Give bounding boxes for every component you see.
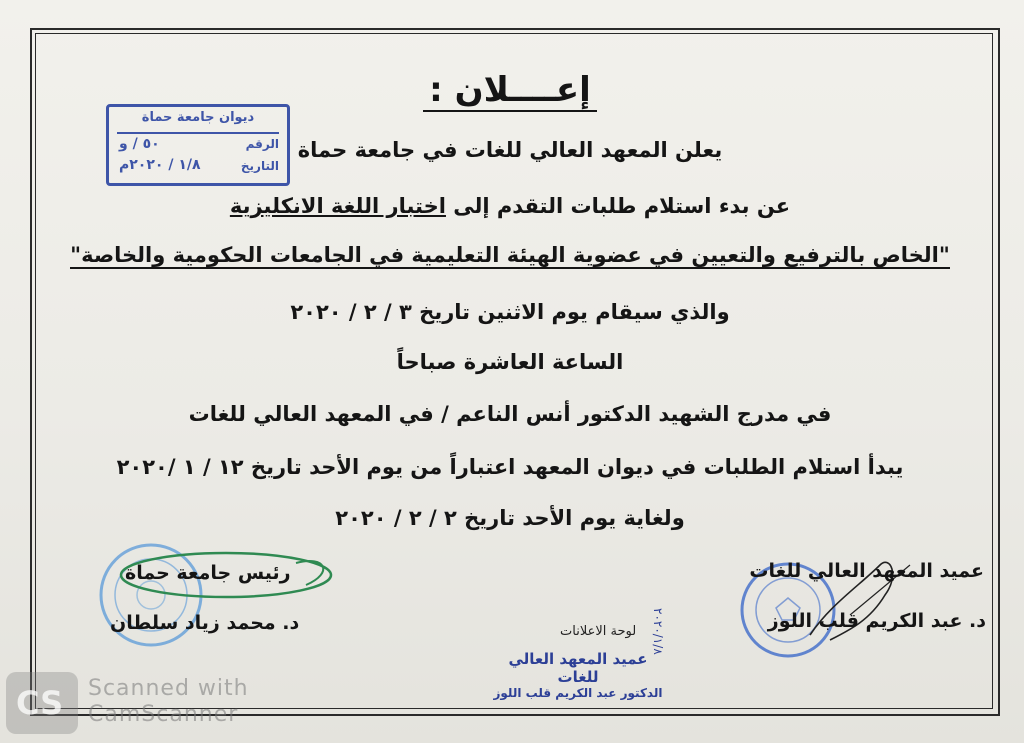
- camscanner-logo-icon: [6, 672, 78, 734]
- handwritten-note: لوحة الاعلانات: [560, 624, 637, 639]
- scanner-watermark: [88, 676, 249, 728]
- line-2-part-b: اختبار اللغة الانكليزية: [229, 194, 446, 218]
- announcement-line-3: "الخاص بالترفيع والتعيين في عضوية الهيئة التعليمية في الجامعات الحكومية والخاصة": [70, 243, 950, 267]
- president-title: رئيس جامعة حماة: [125, 562, 291, 584]
- announcement-line-4: والذي سيقام يوم الاثنين تاريخ ٣ / ٢ / ٢٠٢٠: [290, 300, 730, 324]
- announcement-title: إعــــلان :: [60, 70, 960, 110]
- announcement-line-8: ولغاية يوم الأحد تاريخ ٢ / ٢ / ٢٠٢٠: [335, 506, 685, 530]
- announcement-line-2: [60, 194, 960, 218]
- announcement-line-5: الساعة العاشرة صباحاً: [396, 350, 624, 374]
- president-name: د. محمد زياد سلطان: [110, 612, 300, 634]
- registry-number-label: الرقم: [245, 137, 279, 151]
- announcement-line-1: يعلن المعهد العالي للغات في جامعة حماة: [297, 138, 723, 162]
- registry-stamp-header: ديوان جامعة حماة: [117, 110, 279, 134]
- dean-title: عميد المعهد العالي للغات: [749, 560, 984, 582]
- registry-date-label: التاريخ: [240, 159, 279, 173]
- line-2-part-a: عن بدء استلام طلبات التقدم إلى: [445, 194, 791, 218]
- announcement-line-6: في مدرج الشهيد الدكتور أنس الناعم / في المعهد العالي للغات: [188, 402, 832, 426]
- dean-seal-line-1: عميد المعهد العالي للغات: [508, 650, 648, 686]
- dean-seal-line-2: الدكتور عبد الكريم قلب اللوز: [493, 686, 663, 700]
- margin-date: ٢٠٢٠/١/٨: [651, 608, 665, 655]
- watermark-line-1: Scanned with: [88, 676, 249, 701]
- registry-number-value: ٥٠ / و: [119, 136, 160, 152]
- dean-name: د. عبد الكريم قلب اللوز: [767, 610, 986, 632]
- announcement-line-7: يبدأ استلام الطلبات في ديوان المعهد اعتباراً من يوم الأحد تاريخ ١٢ / ١ /٢٠٢٠: [116, 455, 904, 479]
- logo-text: CS: [16, 684, 64, 722]
- dean-seal: [488, 650, 668, 700]
- registry-date-value: ١/٨ / ٢٠٢٠م: [119, 157, 201, 173]
- watermark-line-2: CamScanner: [88, 702, 239, 727]
